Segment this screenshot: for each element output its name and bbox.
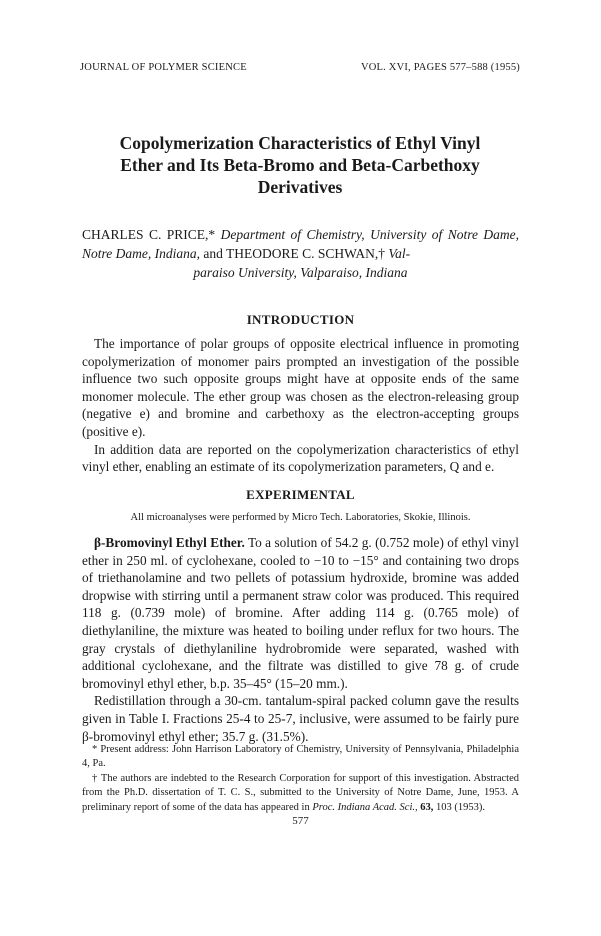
- footnote-2: [82, 772, 519, 815]
- author-2-affiliation-end: paraiso University, Valparaiso, Indiana: [193, 265, 408, 280]
- author-1-affiliation: Department of Chemistry, University of Notre Dame, Notre Dame, Indiana,: [82, 227, 520, 261]
- introduction-heading: INTRODUCTION: [246, 312, 355, 327]
- introduction-body: [82, 335, 519, 476]
- experimental-body: [82, 534, 519, 745]
- article-title: [60, 132, 540, 198]
- footnote-2-volume: 63,: [420, 801, 434, 813]
- experimental-heading: EXPERIMENTAL: [246, 487, 355, 502]
- journal-name: JOURNAL OF POLYMER SCIENCE: [80, 62, 247, 73]
- author-2-affiliation-start: Val-: [388, 246, 411, 261]
- compound-heading: β-Bromovinyl Ethyl Ether.: [94, 535, 245, 550]
- title-line-3: Derivatives: [257, 177, 343, 197]
- footnote-2-text: † The authors are indebted to the Research Corporation for support of this investigation. Abstracted from the Ph.D. dissertation of T. C. S., submitted to the University of Notre Dame, June, 1953. A preliminary report of some of the data has appeared in: [82, 772, 519, 813]
- title-line-2: Ether and Its Beta-Bromo and Beta-Carbethoxy: [120, 155, 480, 175]
- microanalysis-note: All microanalyses were performed by Micro Tech. Laboratories, Skokie, Illinois.: [130, 512, 471, 523]
- volume-info: VOL. XVI, PAGES 577–588 (1955): [360, 62, 520, 73]
- introduction-paragraph-2: In addition data are reported on the copolymerization characteristics of ethyl vinyl ether, enabling an estimate of its copolymerization parameters, Q and e.: [82, 441, 519, 475]
- author-2: THEODORE C. SCHWAN,†: [226, 246, 386, 261]
- footnotes: [82, 743, 519, 815]
- experimental-paragraph-1: [82, 534, 519, 692]
- footnote-2-pages: 103 (1953).: [436, 801, 485, 813]
- footnote-1: * Present address: John Harrison Laboratory of Chemistry, University of Pennsylvania, Philadelphia 4, Pa.: [82, 744, 519, 770]
- experimental-paragraph-2: Redistillation through a 30-cm. tantalum-spiral packed column gave the results given in Table I. Fractions 25-4 to 25-7, inclusive, were assumed to be fairly pure β-bromovinyl ethyl ether; 35.7 g. (31.5%).: [82, 693, 519, 744]
- introduction-paragraph-1: The importance of polar groups of opposite electrical influence in promoting copolymerization of monomer pairs prompted an investigation of the possible influence two such opposite groups might have at opposite ends of the same monomer molecule. The ether group was chosen as the electron-releasing group (negative e) and bromine and carbethoxy as the electron-accepting groups (positive e).: [82, 336, 519, 439]
- footnote-2-journal: Proc. Indiana Acad. Sci.,: [312, 801, 418, 813]
- procedure-text: To a solution of 54.2 g. (0.752 mole) of ethyl vinyl ether in 250 ml. of cyclohexane, cooled to −10 to −15° and containing two drops of triethanolamine and two pellets of potassium hydroxide, bromine was added dropwise with stirring until a permanent straw color was produced. This required 118 g. (0.739 mole) of bromine. After adding 114 g. (0.765 mole) of diethylaniline, the mixture was heated to boiling under reflux for two hours. The gray crystals of diethylaniline hydrobromide were separated, washed with additional cyclohexane, and the filtrate was distilled to give 78 g. of crude bromovinyl ethyl ether, b.p. 35–45° (15–20 mm.).: [82, 535, 519, 691]
- author-conjunction: and: [203, 246, 223, 261]
- title-line-1: Copolymerization Characteristics of Ethyl Vinyl: [119, 133, 481, 153]
- page-number: 577: [292, 815, 309, 827]
- author-1: CHARLES C. PRICE,*: [82, 227, 216, 242]
- running-head: [80, 62, 520, 73]
- author-block: [82, 225, 519, 282]
